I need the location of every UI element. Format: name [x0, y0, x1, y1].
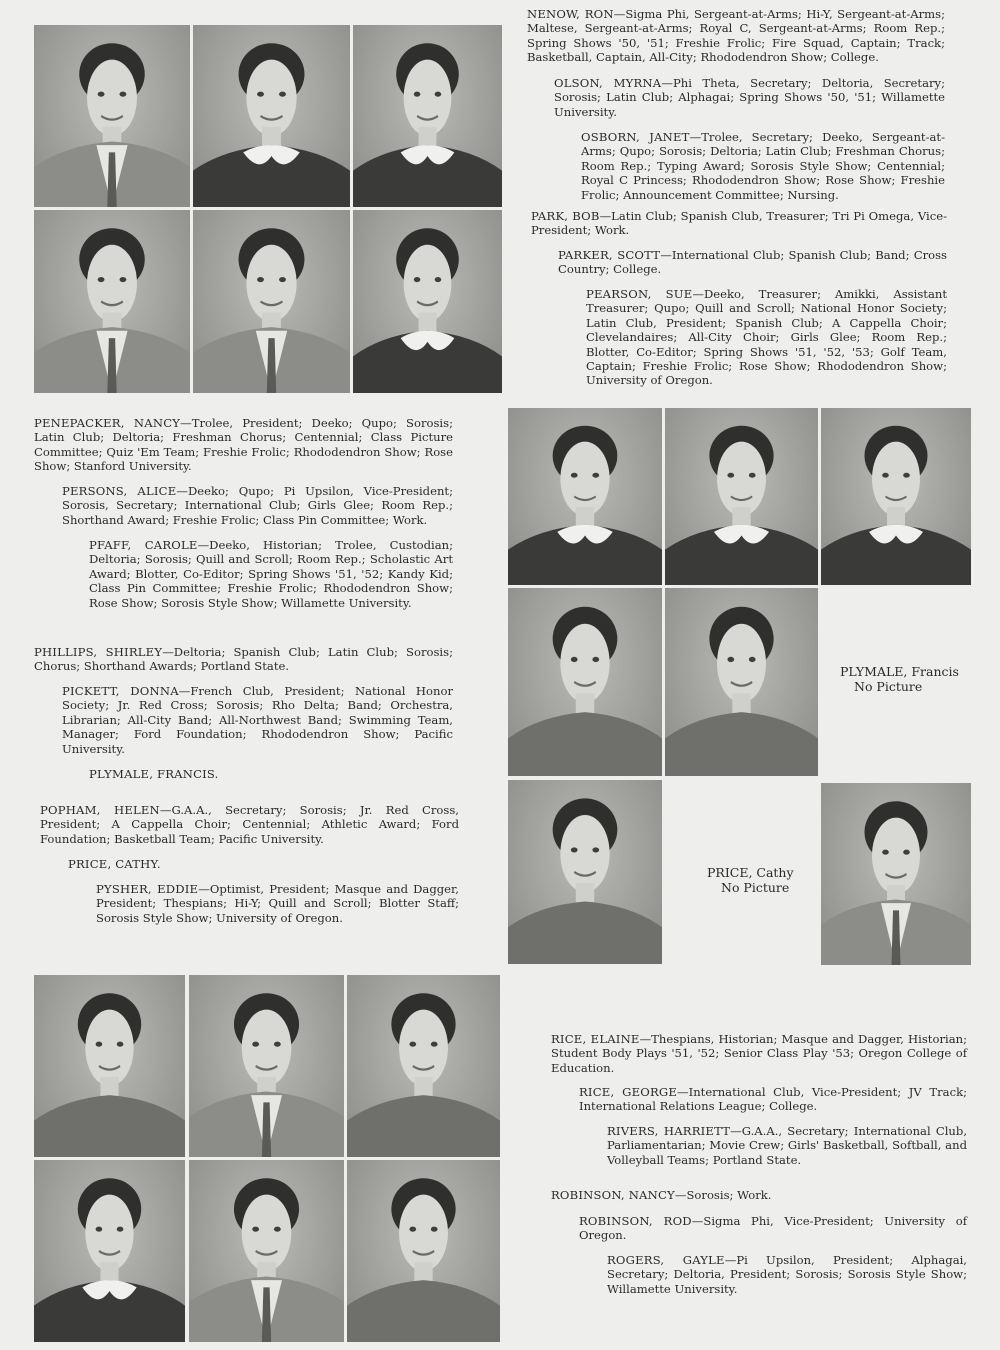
no-picture-note: No Picture [721, 880, 790, 895]
student-portrait-photo [189, 975, 344, 1157]
student-portrait-photo [347, 975, 500, 1157]
student-portrait-photo [508, 588, 662, 776]
entry-parker: PARKER, SCOTT—International Club; Spanish Club; Band; Cross Country; College. [558, 248, 948, 277]
no-picture-note: No Picture [854, 679, 923, 694]
student-portrait-photo [508, 780, 662, 964]
entry-pearson: PEARSON, SUE—Deeko, Treasurer; Amikki, Assistant Treasurer; Qupo; Quill and Scroll; National Honor Society; Latin Club, President; Spanish Club; A Cappella Choir; Clevelandaires; All-City Choir; Girls Glee; Room Rep.; Blotter, Co-Editor; Spring Shows '51, '52, '53; Golf Team, Captain; Freshie Frolic; Rose Show; Rhododendron Show; University of Oregon. [586, 287, 947, 388]
student-portrait-photo [34, 210, 190, 393]
entry-osborn: OSBORN, JANET—Trolee, Secretary; Deeko, Sergeant-at-Arms; Qupo; Sorosis; Deltoria; Latin Club; Freshman Chorus; Room Rep.; Typing Award; Sorosis Style Show; Centennial; Royal C Princess; Rhododendron Show; Rose Show; Freshie Frolic; Announcement Committee; Nursing. [581, 130, 945, 202]
entry-rice-elaine: RICE, ELAINE—Thespians, Historian; Masque and Dagger, Historian; Student Body Plays '51, '52; Senior Class Play '53; Oregon College of Education. [551, 1032, 967, 1075]
entry-popham: POPHAM, HELEN—G.A.A., Secretary; Sorosis; Jr. Red Cross, President; A Cappella Choir; Centennial; Athletic Award; Ford Foundation; Basketball Team; Pacific University. [40, 803, 459, 846]
entry-price: PRICE, CATHY. [68, 857, 161, 871]
student-portrait-photo [665, 588, 818, 776]
student-portrait-photo [347, 1160, 500, 1342]
student-portrait-photo [353, 210, 502, 393]
entry-robinson-nancy: ROBINSON, NANCY—Sorosis; Work. [551, 1188, 772, 1202]
student-portrait-photo [821, 783, 971, 965]
no-picture-plymale [840, 664, 959, 694]
no-picture-name: PRICE, Cathy [707, 865, 794, 880]
student-portrait-photo [34, 25, 190, 207]
no-picture-name: PLYMALE, Francis [840, 664, 959, 679]
student-portrait-photo [821, 408, 971, 585]
entry-rogers: ROGERS, GAYLE—Pi Upsilon, President; Alphagai, Secretary; Deltoria, President; Sorosis; Sorosis Style Show; Willamette University. [607, 1253, 967, 1296]
entry-rivers: RIVERS, HARRIETT—G.A.A., Secretary; International Club, Parliamentarian; Movie Crew; Girls' Basketball, Softball, and Volleyball Teams; Portland State. [607, 1124, 968, 1167]
entry-olson: OLSON, MYRNA—Phi Theta, Secretary; Deltoria, Secretary; Sorosis; Latin Club; Alphagai; Spring Shows '50, '51; Willamette University. [554, 76, 945, 119]
entry-plymale: PLYMALE, FRANCIS. [89, 767, 219, 781]
student-portrait-photo [508, 408, 662, 585]
student-portrait-photo [193, 25, 350, 207]
student-portrait-photo [193, 210, 350, 393]
student-portrait-photo [353, 25, 502, 207]
entry-persons: PERSONS, ALICE—Deeko; Qupo; Pi Upsilon, Vice-President; Sorosis, Secretary; International Club; Girls Glee; Room Rep.; Shorthand Award; Freshie Frolic; Class Pin Committee; Work. [62, 484, 453, 527]
entry-pfaff: PFAFF, CAROLE—Deeko, Historian; Trolee, Custodian; Deltoria; Sorosis; Quill and Scroll; Room Rep.; Scholastic Art Award; Blotter, Co-Editor; Spring Shows '51, '52; Kandy Kid; Class Pin Committee; Freshie Frolic; Rhododendron Show; Rose Show; Sorosis Style Show; Willamette University. [89, 538, 453, 610]
student-portrait-photo [34, 1160, 185, 1342]
entry-phillips: PHILLIPS, SHIRLEY—Deltoria; Spanish Club; Latin Club; Sorosis; Chorus; Shorthand Awards; Portland State. [34, 645, 453, 674]
student-portrait-photo [665, 408, 818, 585]
entry-robinson-rod: ROBINSON, ROD—Sigma Phi, Vice-President; University of Oregon. [579, 1214, 967, 1243]
entry-pickett: PICKETT, DONNA—French Club, President; National Honor Society; Jr. Red Cross; Sorosis; Rho Delta; Band; Orchestra, Librarian; All-City Band; All-Northwest Band; Swimming Team, Manager; Ford Foundation; Rhododendron Show; Pacific University. [62, 684, 453, 756]
entry-nenow: NENOW, RON—Sigma Phi, Sergeant-at-Arms; Hi-Y, Sergeant-at-Arms; Maltese, Sergeant-at-Arms; Royal C, Sergeant-at-Arms; Room Rep.; Spring Shows '50, '51; Freshie Frolic; Fire Squad, Captain; Track; Basketball, Captain, All-City; Rhododendron Show; College. [527, 7, 945, 65]
entry-pysher: PYSHER, EDDIE—Optimist, President; Masque and Dagger, President; Thespians; Hi-Y; Quill and Scroll; Blotter Staff; Sorosis Style Show; University of Oregon. [96, 882, 459, 925]
entry-penepacker: PENEPACKER, NANCY—Trolee, President; Deeko; Qupo; Sorosis; Latin Club; Deltoria; Freshman Chorus; Centennial; Class Picture Committee; Quiz 'Em Team; Freshie Frolic; Rhododendron Show; Rose Show; Stanford University. [34, 416, 453, 474]
entry-park: PARK, BOB—Latin Club; Spanish Club, Treasurer; Tri Pi Omega, Vice-President; Work. [531, 209, 947, 238]
student-portrait-photo [34, 975, 185, 1157]
no-picture-price [707, 865, 794, 895]
entry-rice-george: RICE, GEORGE—International Club, Vice-President; JV Track; International Relations League; College. [579, 1085, 967, 1114]
student-portrait-photo [189, 1160, 344, 1342]
